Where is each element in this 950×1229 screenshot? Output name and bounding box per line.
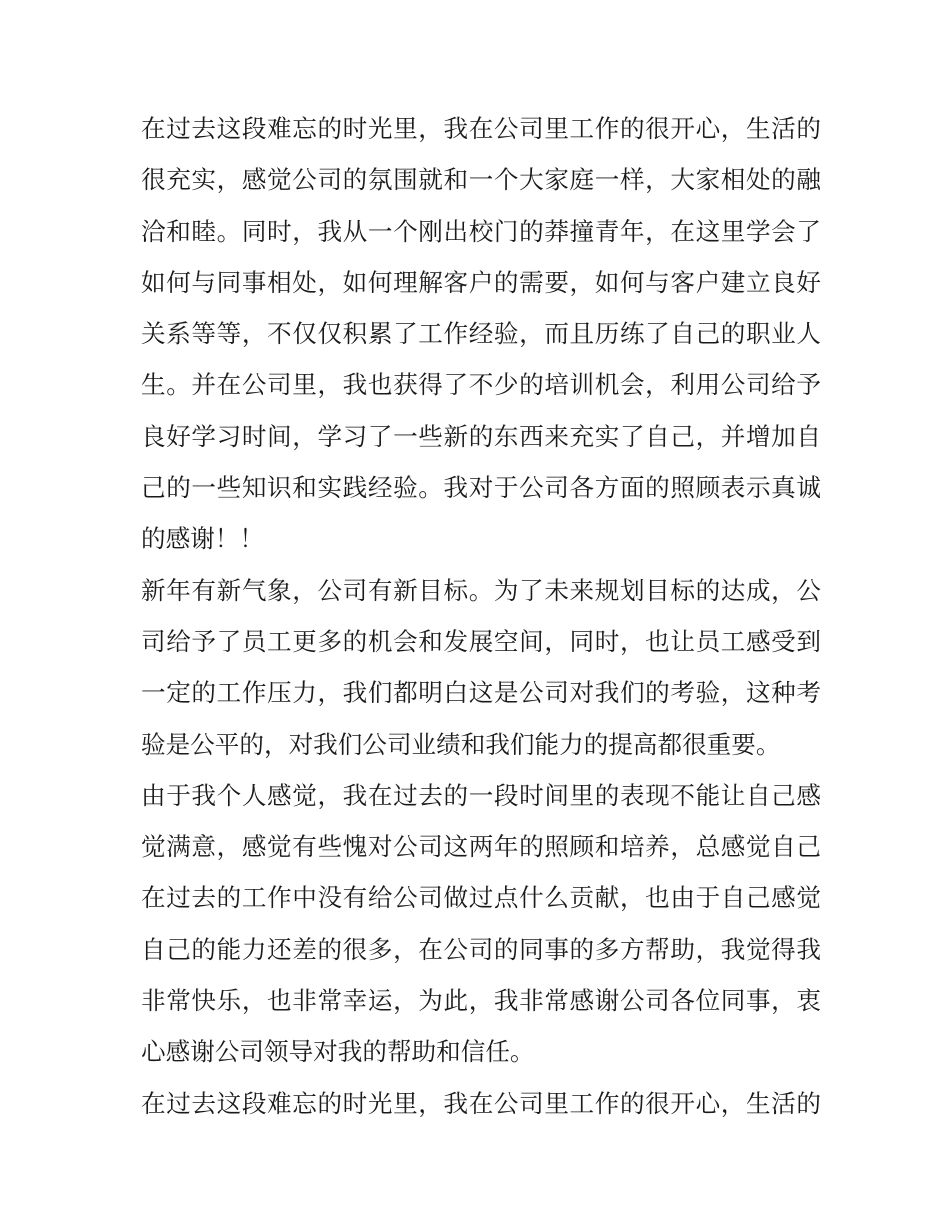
text-line: 由于我个人感觉，我在过去的一段时间里的表现不能让自己感: [141, 780, 821, 810]
text-line: 在过去的工作中没有给公司做过点什么贡献，也由于自己感觉: [141, 883, 821, 913]
text-line: 新年有新气象，公司有新目标。为了未来规划目标的达成，公: [141, 575, 821, 605]
text-line: 觉满意，感觉有些愧对公司这两年的照顾和培养，总感觉自己: [141, 832, 821, 862]
text-line: 自己的能力还差的很多，在公司的同事的多方帮助，我觉得我: [141, 934, 821, 964]
text-line: 生。并在公司里，我也获得了不少的培训机会，利用公司给予: [141, 370, 821, 400]
text-line: 验是公平的，对我们公司业绩和我们能力的提高都很重要。: [141, 729, 781, 759]
body-text: [141, 103, 821, 1129]
text-line: 洽和睦。同时，我从一个刚出校门的莽撞青年，在这里学会了: [141, 216, 821, 246]
text-line: 心感谢公司领导对我的帮助和信任。: [141, 1037, 535, 1067]
text-line: 在过去这段难忘的时光里，我在公司里工作的很开心，生活的: [141, 114, 821, 143]
text-line: 的感谢！！: [141, 524, 264, 554]
text-line: 非常快乐，也非常幸运，为此，我非常感谢公司各位同事，衷: [141, 986, 821, 1016]
text-line: 很充实，感觉公司的氛围就和一个大家庭一样，大家相处的融: [141, 165, 821, 195]
text-line: 在过去这段难忘的时光里，我在公司里工作的很开心，生活的: [141, 1088, 821, 1118]
text-line: 己的一些知识和实践经验。我对于公司各方面的照顾表示真诚: [141, 473, 821, 503]
text-line: 如何与同事相处，如何理解客户的需要，如何与客户建立良好: [141, 267, 821, 297]
text-line: 关系等等，不仅仅积累了工作经验，而且历练了自己的职业人: [141, 319, 821, 349]
text-line: 良好学习时间，学习了一些新的东西来充实了自己，并增加自: [141, 421, 821, 451]
text-line: 司给予了员工更多的机会和发展空间，同时，也让员工感受到: [141, 626, 821, 656]
text-line: 一定的工作压力，我们都明白这是公司对我们的考验，这种考: [141, 678, 821, 708]
